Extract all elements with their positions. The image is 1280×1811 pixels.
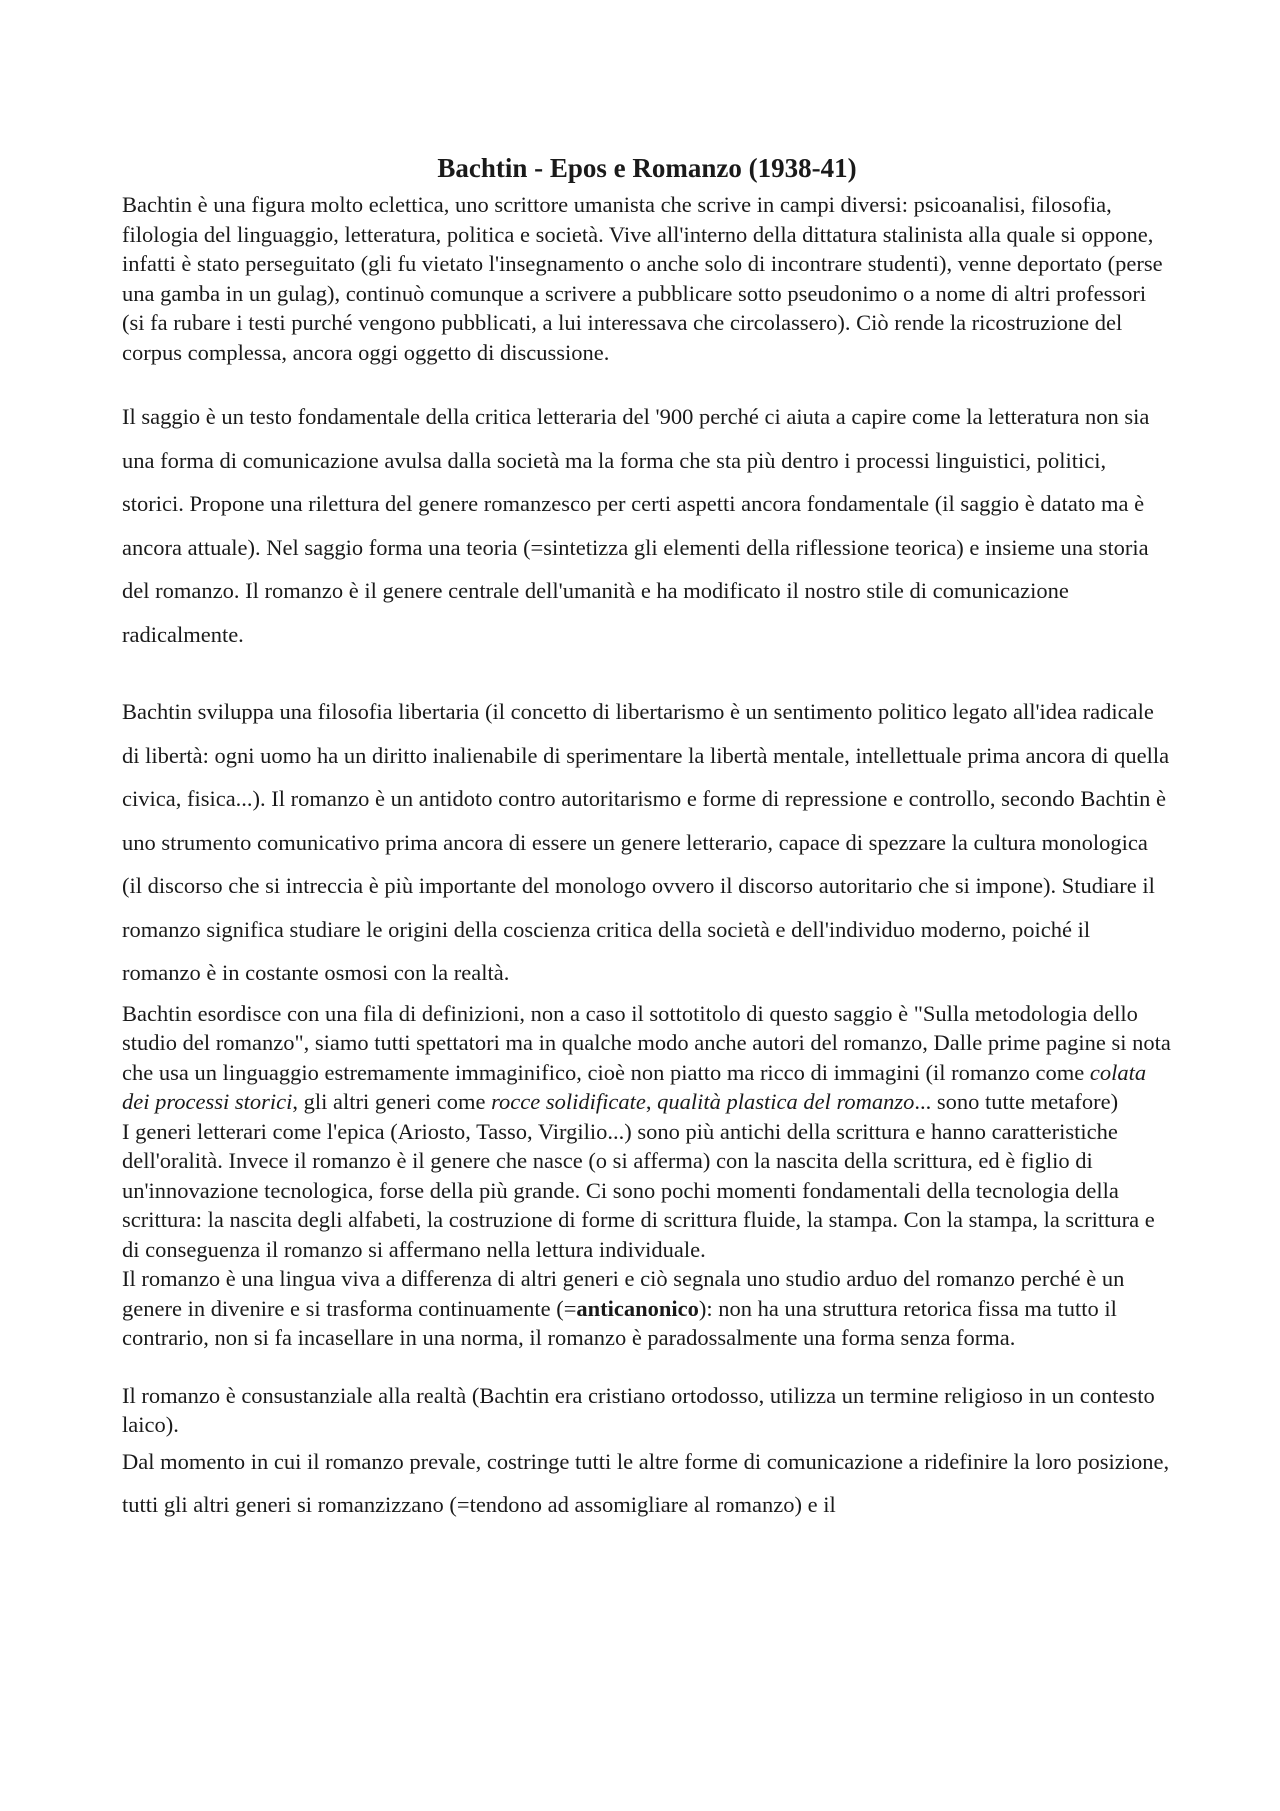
paragraph-6-text-b: ): non ha una struttura retorica fissa ma tutto il contrario, non si fa incasellare in una norma, il romanzo è paradossalmente una forma senza forma.	[122, 1295, 1117, 1350]
paragraph-4-text-d: ... sono tutte metafore)	[914, 1089, 1119, 1114]
paragraph-8: Dal momento in cui il romanzo prevale, costringe tutti le altre forme di comunicazione a ridefinire la loro posizione, tutti gli altri generi si romanzizzano (=tendono ad assomigliare al romanzo) e il	[122, 1448, 1170, 1517]
paragraph-1: Bachtin è una figura molto eclettica, uno scrittore umanista che scrive in campi diversi: psicoanalisi, filosofia, filologia del linguaggio, letteratura, politica e società. Vive all'interno della dittatura stalinista alla quale si oppone, infatti è stato perseguitato (gli fu vietato l'insegnamento o anche solo di incontrare studenti), venne deportato (perse una gamba in un gulag), continuò comunque a scrivere a pubblicare sotto pseudonimo o a nome di altri professori (si fa rubare i testi purché vengono pubblicati, a lui interessava che circolassero). Ciò rende la ricostruzione del corpus complessa, ancora oggi oggetto di discussione.	[122, 192, 1163, 365]
paragraph-4-italic-3: qualità plastica del romanzo	[657, 1089, 915, 1114]
document-title: Bachtin - Epos e Romanzo (1938-41)	[437, 153, 857, 183]
paragraph-4-text-b: , gli altri generi come	[292, 1089, 492, 1114]
paragraph-6-text-a: Il romanzo è una lingua viva a differenza di altri generi e ciò segnala uno studio arduo del romanzo perché è un genere in divenire e si trasforma continuamente (=	[122, 1266, 1125, 1321]
document-body	[122, 148, 1172, 1527]
paragraph-7: Il romanzo è consustanziale alla realtà (Bachtin era cristiano ortodosso, utilizza un termine religioso in un contesto laico).	[122, 1382, 1155, 1437]
paragraph-3: Bachtin sviluppa una filosofia libertaria (il concetto di libertarismo è un sentimento politico legato all'idea radicale di libertà: ogni uomo ha un diritto inalienabile di sperimentare la libertà mentale, intellettuale prima ancora di quella civica, fisica...). Il romanzo è un antidoto contro autoritarismo e forme di repressione e controllo, secondo Bachtin è uno strumento comunicativo prima ancora di essere un genere letterario, capace di spezzare la cultura monologica (il discorso che si intreccia è più importante del monologo ovvero il discorso autoritario che si impone). Studiare il romanzo significa studiare le origini della coscienza critica della società e dell'individuo moderno, poiché il romanzo è in costante osmosi con la realtà.	[122, 699, 1170, 985]
paragraph-6	[122, 1264, 1172, 1353]
paragraph-4-italic-2: rocce solidificate	[491, 1089, 646, 1114]
paragraph-5: I generi letterari come l'epica (Ariosto, Tasso, Virgilio...) sono più antichi della scrittura e hanno caratteristiche dell'oralità. Invece il romanzo è il genere che nasce (o si afferma) con la nascita della scrittura, ed è figlio di un'innovazione tecnologica, forse della più grande. Ci sono pochi momenti fondamentali della tecnologia della scrittura: la nascita degli alfabeti, la costruzione di forme di scrittura fluide, la stampa. Con la stampa, la scrittura e di conseguenza il romanzo si affermano nella lettura individuale.	[122, 1118, 1155, 1262]
paragraph-2: Il saggio è un testo fondamentale della critica letteraria del '900 perché ci aiuta a capire come la letteratura non sia una forma di comunicazione avulsa dalla società ma la forma che sta più dentro i processi linguistici, politici, storici. Propone una rilettura del genere romanzesco per certi aspetti ancora fondamentale (il saggio è datato ma è ancora attuale). Nel saggio forma una teoria (=sintetizza gli elementi della riflessione teorica) e insieme una storia del romanzo. Il romanzo è il genere centrale dell'umanità e ha modificato il nostro stile di comunicazione radicalmente.	[122, 404, 1150, 647]
paragraph-4-text-a: Bachtin esordisce con una fila di definizioni, non a caso il sottotitolo di questo saggio è "Sulla metodologia dello studio del romanzo", siamo tutti spettatori ma in qualche modo anche autori del romanzo, Dalle prime pagine si nota che usa un linguaggio estremamente immaginifico, cioè non piatto ma ricco di immagini (il romanzo come	[122, 1000, 1171, 1085]
paragraph-6-bold: anticanonico	[576, 1295, 699, 1321]
paragraph-4-text-c: ,	[645, 1089, 658, 1114]
paragraph-4	[122, 999, 1172, 1117]
paragraph-4-italic-1: colata dei processi storici	[122, 1059, 1147, 1114]
